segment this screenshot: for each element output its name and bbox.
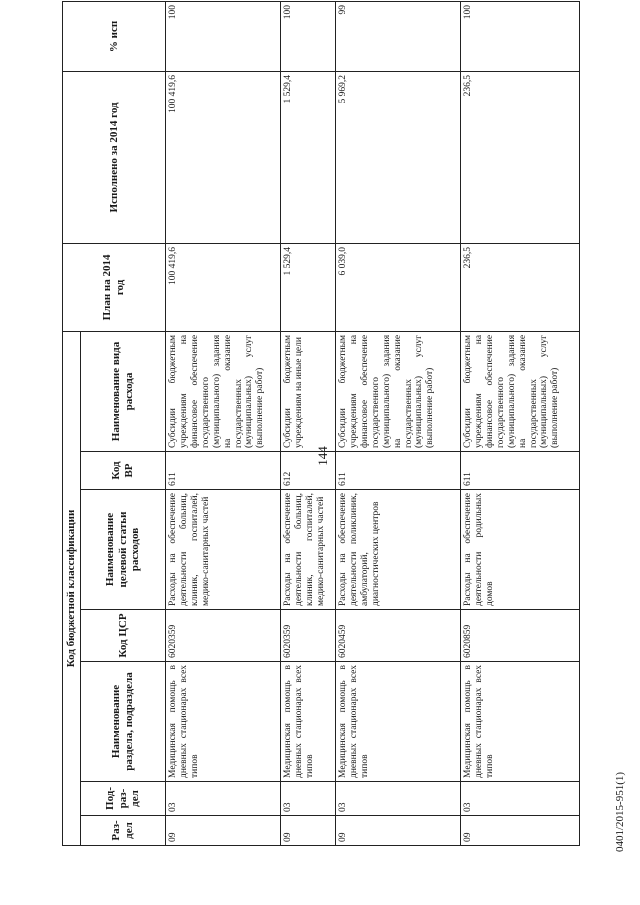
plan-cell: 6 039,0 — [336, 243, 461, 331]
vr-code-header: Код ВР — [81, 452, 166, 490]
vr-code-cell: 612 — [281, 452, 336, 490]
razdel-cell: 09 — [166, 816, 281, 846]
percent-cell: 99 — [336, 1, 461, 71]
plan-cell: 1 529,4 — [281, 243, 336, 331]
page-number: 144 — [315, 446, 330, 466]
csr-code-header: Код ЦСР — [81, 610, 166, 662]
podrazdel-cell: 03 — [461, 782, 580, 816]
done-cell: 5 969,2 — [336, 71, 461, 243]
done-cell: 1 529,4 — [281, 71, 336, 243]
podrazdel-header: Под-раз-дел — [81, 782, 166, 816]
table-row — [336, 1, 461, 845]
vr-name-cell: Субсидии бюджетным учреждениям на финансовое обеспечение государственного (муниципального) задания на оказание государственных (муниципальных) услуг (выполнение работ) — [166, 331, 281, 451]
table-row — [281, 1, 336, 845]
csr-code-cell: 6020859 — [461, 610, 580, 662]
razdel-name-header: Наименование раздела, подраздела — [81, 662, 166, 782]
percent-cell: 100 — [461, 1, 580, 71]
csr-code-cell: 6020459 — [336, 610, 461, 662]
csr-name-cell: Расходы на обеспечение деятельности больниц, клиник, госпиталей, медико-санитарных частей — [166, 490, 281, 610]
razdel-name-cell: Медицинская помощь в дневных стационарах всех типов — [336, 662, 461, 782]
vr-name-cell: Субсидии бюджетным учреждениям на финансовое обеспечение государственного (муниципального) задания на оказание государственных (муниципальных) услуг (выполнение работ) — [336, 331, 461, 451]
percent-header: % исп — [63, 1, 166, 71]
done-header: Исполнено за 2014 год — [63, 71, 166, 243]
rotated-table-container — [62, 4, 568, 846]
csr-code-cell: 6020359 — [166, 610, 281, 662]
razdel-cell: 09 — [281, 816, 336, 846]
vr-name-cell: Субсидии бюджетным учреждениям на иные цели — [281, 331, 336, 451]
csr-name-cell: Расходы на обеспечение деятельности больниц, клиник, госпиталей, медико-санитарных частей — [281, 490, 336, 610]
table-group-header-row — [63, 1, 81, 845]
razdel-cell: 09 — [336, 816, 461, 846]
plan-header: План на 2014 год — [63, 243, 166, 331]
podrazdel-cell: 03 — [166, 782, 281, 816]
razdel-name-cell: Медицинская помощь в дневных стационарах всех типов — [461, 662, 580, 782]
done-cell: 236,5 — [461, 71, 580, 243]
vr-name-header: Наименование вида расхода — [81, 331, 166, 451]
razdel-cell: 09 — [461, 816, 580, 846]
percent-cell: 100 — [281, 1, 336, 71]
percent-cell: 100 — [166, 1, 281, 71]
vr-code-cell: 611 — [461, 452, 580, 490]
table-row — [166, 1, 281, 845]
plan-cell: 100 419,6 — [166, 243, 281, 331]
csr-code-cell: 6020359 — [281, 610, 336, 662]
razdel-header: Раз-дел — [81, 816, 166, 846]
podrazdel-cell: 03 — [281, 782, 336, 816]
podrazdel-cell: 03 — [336, 782, 461, 816]
csr-name-header: Наименование целевой статьи расходов — [81, 490, 166, 610]
budget-classification-header: Код бюджетной классификации — [63, 331, 81, 845]
document-code: 0401/2015-951(1) — [614, 771, 626, 853]
plan-cell: 236,5 — [461, 243, 580, 331]
budget-table — [62, 1, 580, 846]
vr-code-cell: 611 — [336, 452, 461, 490]
table-row — [461, 1, 580, 845]
razdel-name-cell: Медицинская помощь в дневных стационарах всех типов — [281, 662, 336, 782]
csr-name-cell: Расходы на обеспечение деятельности родильных домов — [461, 490, 580, 610]
vr-name-cell: Субсидии бюджетным учреждениям на финансовое обеспечение государственного (муниципального) задания на оказание государственных (муниципальных) услуг (выполнение работ) — [461, 331, 580, 451]
csr-name-cell: Расходы на обеспечение деятельности поликлиник, амбулаторий, диагностических центров — [336, 490, 461, 610]
razdel-name-cell: Медицинская помощь в дневных стационарах всех типов — [166, 662, 281, 782]
vr-code-cell: 611 — [166, 452, 281, 490]
done-cell: 100 419,6 — [166, 71, 281, 243]
